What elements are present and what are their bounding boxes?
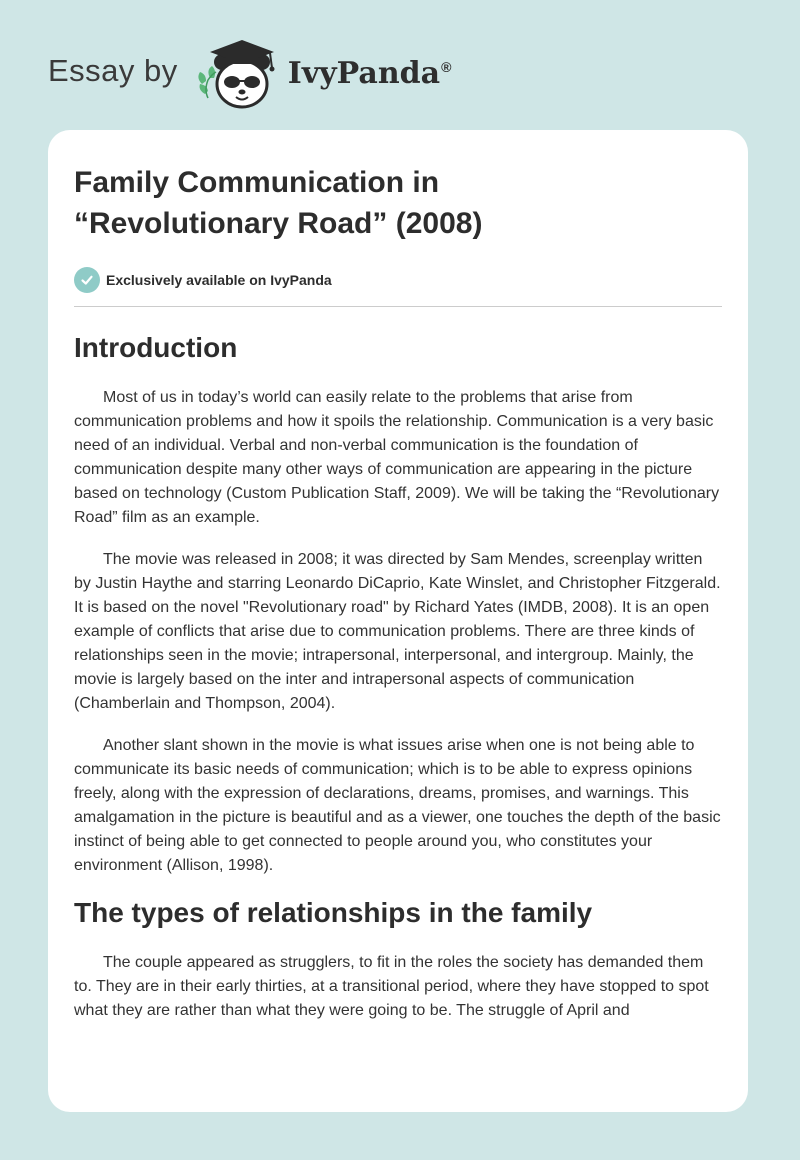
ivypanda-wordmark — [288, 56, 452, 91]
brand-header — [48, 34, 451, 114]
section-heading-relationship-types: The types of relationships in the family — [74, 897, 593, 928]
article-card — [48, 130, 748, 1112]
exclusive-label: Exclusively available on IvyPanda — [106, 272, 332, 288]
paragraph: Most of us in today’s world can easily relate to the problems that arise from communication problems and how it spoils the relationship. Communication is a very basic need of an individual. Verbal and non-verbal communication is the foundation of communication despite many other ways of communication are appearing in the picture based on technology (Custom Publication Staff, 2009). We will be taking the “Revolutionary Road” film as an example. — [74, 389, 720, 526]
title-line-2: “Revolutionary Road” (2008) — [74, 207, 483, 240]
title-divider — [74, 306, 722, 307]
registered-mark: ® — [441, 58, 452, 75]
paragraph: The couple appeared as strugglers, to fit in the roles the society has demanded them to. They are in their early thirties, at a transitional period, where they have stopped to spot what they are rather than what they were going to be. The struggle of April and — [74, 954, 709, 1019]
paragraph: The movie was released in 2008; it was directed by Sam Mendes, screenplay written by Justin Haythe and starring Leonardo DiCaprio, Kate Winslet, and Christopher Fitzgerald. It is based on the novel "Revolutionary road" by Richard Yates (IMDB, 2008). It is an open example of conflicts that arise due to communication problems. There are three kinds of relationships seen in the movie; intrapersonal, interpersonal, and intergroup. Mainly, the movie is largely based on the inter and intrapersonal aspects of communication (Chamberlain and Thompson, 2004). — [74, 551, 721, 712]
article-title — [74, 162, 722, 244]
section-heading-introduction: Introduction — [74, 332, 238, 363]
ivypanda-name: IvyPanda — [287, 55, 441, 91]
check-icon — [74, 267, 100, 293]
paragraph: Another slant shown in the movie is what issues arise when one is not being able to communicate its basic needs of communication; which is to be able to express opinions freely, along with the expression of declarations, dreams, promises, and warnings. This amalgamation in the picture is beautiful and as a viewer, one touches the depth of the basic instinct of being able to get connected to people around you, who constitutes your environment (Allison, 1998). — [74, 737, 721, 874]
panda-logo-icon — [192, 34, 284, 114]
essay-by-label: Essay by — [48, 53, 178, 88]
exclusive-badge — [74, 266, 722, 294]
title-line-1: Family Communication in — [74, 166, 440, 199]
